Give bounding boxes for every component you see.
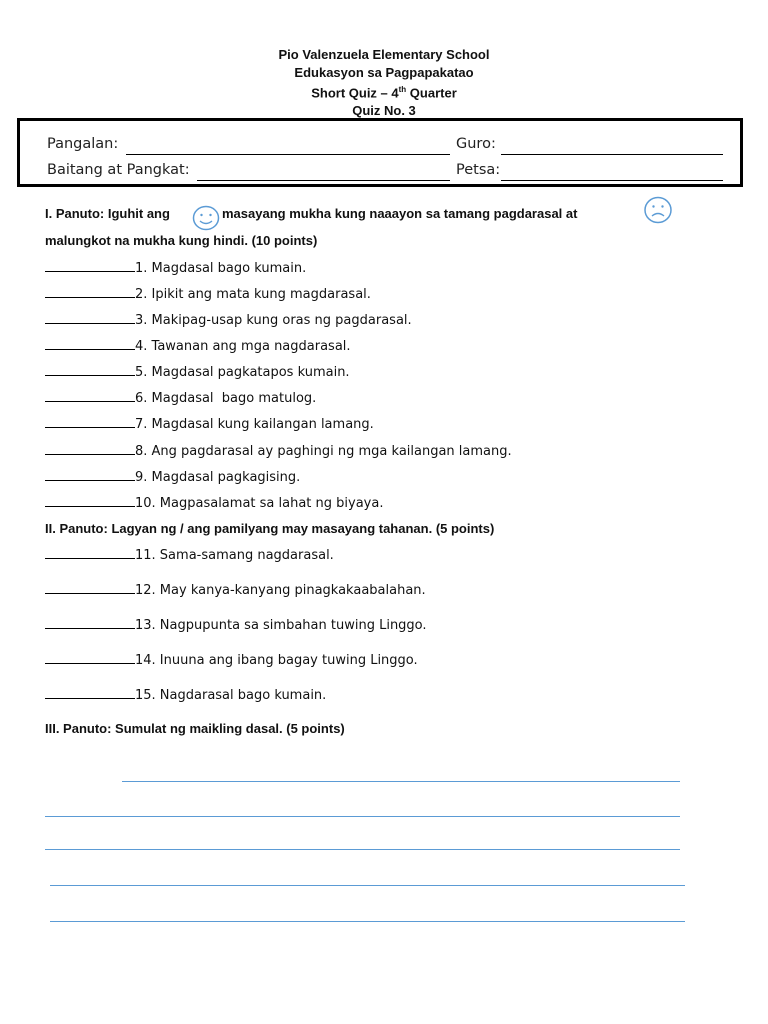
date-label: Petsa: [456,162,501,178]
answer-blank[interactable] [45,686,135,699]
writing-line[interactable] [122,781,680,782]
answer-blank[interactable] [45,581,135,594]
quiz-quarter [0,81,768,102]
list-item [45,581,426,598]
list-item [45,363,350,380]
document-header [0,46,768,119]
item-text: 12. May kanya-kanyang pinagkakaabalahan. [135,583,426,598]
section1-title-a: I. Panuto: Iguhit ang [45,206,170,221]
item-text: 3. Makipag-usap kung oras ng pagdarasal. [135,313,412,328]
list-item [45,546,334,563]
item-text: 14. Inuuna ang ibang bagay tuwing Linggo. [135,653,418,668]
teacher-field[interactable] [501,139,723,155]
section1-title-c: malungkot na mukha kung hindi. (10 points) [45,233,318,248]
answer-blank[interactable] [45,337,135,350]
grade-label: Baitang at Pangkat: [47,162,190,178]
item-text: 7. Magdasal kung kailangan lamang. [135,417,374,432]
item-text: 9. Magdasal pagkagising. [135,470,301,485]
item-text: 11. Sama-samang nagdarasal. [135,548,334,563]
list-item [45,686,326,703]
quiz-quarter-sup: th [398,85,407,94]
answer-blank[interactable] [45,311,135,324]
item-text: 5. Magdasal pagkatapos kumain. [135,365,350,380]
list-item [45,616,427,633]
answer-blank[interactable] [45,259,135,272]
list-item [45,651,418,668]
section1-title-b: masayang mukha kung naaayon sa tamang pagdarasal at [222,206,578,221]
list-item [45,259,306,276]
list-item [45,468,300,485]
grade-field[interactable] [197,165,450,181]
date-field[interactable] [501,165,723,181]
list-item [45,442,512,459]
section2-title: II. Panuto: Lagyan ng / ang pamilyang may masayang tahanan. (5 points) [45,521,495,536]
writing-line[interactable] [45,849,680,850]
school-name: Pio Valenzuela Elementary School [278,47,490,62]
list-item [45,311,412,328]
item-text: 1. Magdasal bago kumain. [135,261,307,276]
item-text: 13. Nagpupunta sa simbahan tuwing Linggo. [135,618,427,633]
answer-blank[interactable] [45,494,135,507]
item-text: 6. Magdasal bago matulog. [135,391,317,406]
list-item [45,389,316,406]
list-item [45,415,374,432]
item-text: 2. Ipikit ang mata kung magdarasal. [135,287,371,302]
student-info-box [17,118,743,187]
item-text: 10. Magpasalamat sa lahat ng biyaya. [135,496,384,511]
name-label: Pangalan: [47,136,119,152]
answer-blank[interactable] [45,415,135,428]
list-item [45,285,371,302]
answer-blank[interactable] [45,546,135,559]
item-text: 4. Tawanan ang mga nagdarasal. [135,339,351,354]
writing-line[interactable] [45,816,680,817]
answer-blank[interactable] [45,651,135,664]
answer-blank[interactable] [45,616,135,629]
name-field[interactable] [126,139,450,155]
quiz-quarter-suffix: Quarter [406,85,457,101]
item-text: 8. Ang pagdarasal ay paghingi ng mga kailangan lamang. [135,444,512,459]
sad-face-icon [643,196,673,224]
list-item [45,337,351,354]
answer-blank[interactable] [45,363,135,376]
answer-blank[interactable] [45,442,135,455]
list-item [45,494,383,511]
quiz-quarter-prefix: Short Quiz – 4 [311,85,399,101]
answer-blank[interactable] [45,468,135,481]
answer-blank[interactable] [45,389,135,402]
subject-name: Edukasyon sa Pagpapakatao [294,64,474,80]
writing-line[interactable] [50,885,685,886]
section3-title: III. Panuto: Sumulat ng maikling dasal. (5 points) [45,721,345,736]
writing-line[interactable] [50,921,685,922]
answer-blank[interactable] [45,285,135,298]
quiz-number: Quiz No. 3 [352,102,416,118]
happy-face-icon [192,205,220,231]
item-text: 15. Nagdarasal bago kumain. [135,688,327,703]
teacher-label: Guro: [456,136,496,152]
